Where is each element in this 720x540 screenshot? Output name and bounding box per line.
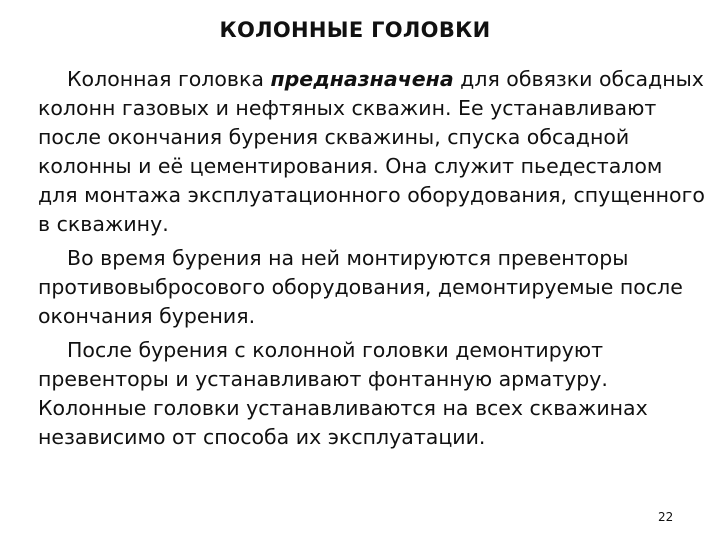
- paragraph-purpose: [38, 65, 706, 239]
- paragraph-after-drilling: После бурения с колонной головки демонтируют превенторы и устанавливают фонтанную арматуру. Колонные головки устанавливаются на всех скважинах независимо от способа их эксплуатации.: [38, 338, 648, 449]
- paragraph-purpose-lead: Колонная головка: [67, 67, 271, 91]
- paragraph-purpose-rest: для обвязки обсадных колонн газовых и нефтяных скважин. Ее устанавливают после окончания бурения скважины, спуска обсадной колонны и её цементирования. Она служит пьедесталом для монтажа эксплуатационного оборудования, спущенного в скважину.: [38, 67, 705, 236]
- emphasis-term: предназначена: [270, 67, 454, 91]
- slide-body: [38, 65, 706, 457]
- paragraph-drilling: Во время бурения на ней монтируются превенторы противовыбросового оборудования, демонтируемые после окончания бурения.: [38, 246, 683, 328]
- page-number: 22: [658, 510, 674, 524]
- slide-title: КОЛОННЫЕ ГОЛОВКИ: [219, 18, 491, 42]
